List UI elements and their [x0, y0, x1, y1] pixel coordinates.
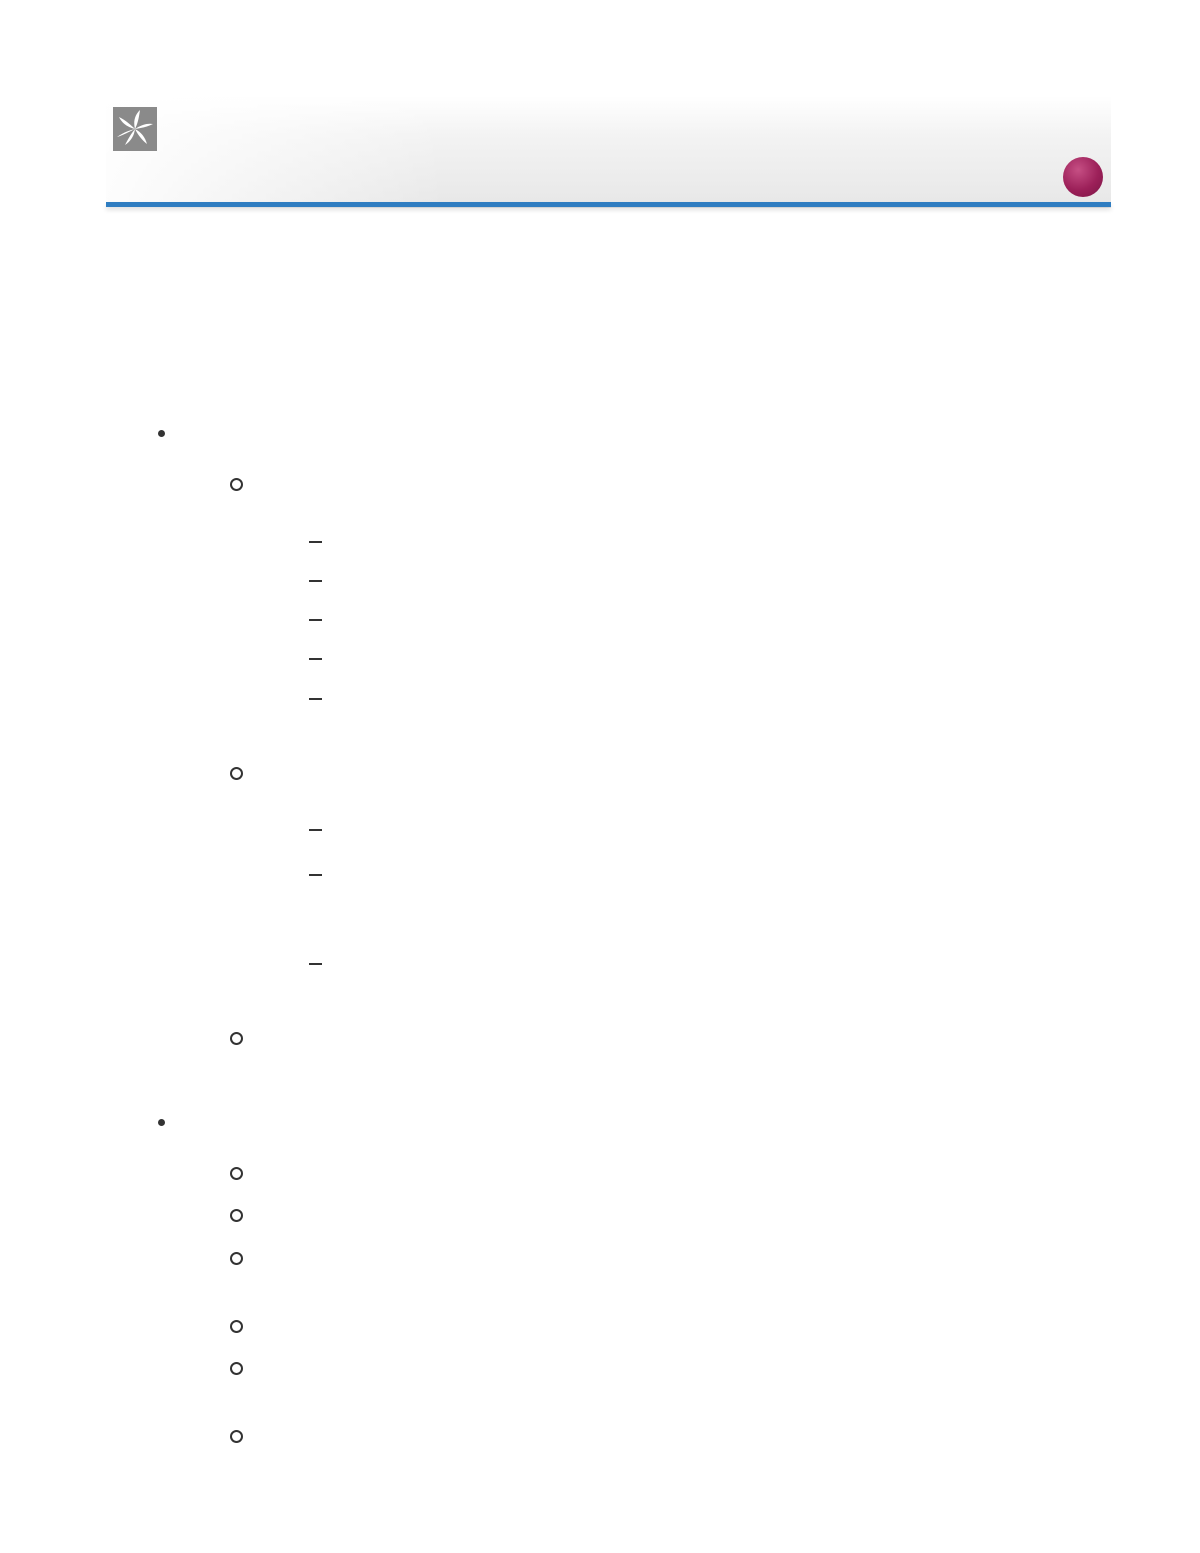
ring-bullet-icon — [230, 1209, 243, 1222]
logo-square-bottom-2 — [355, 183, 366, 194]
logo-square-top-4 — [253, 108, 264, 119]
ring-bullet-icon — [230, 478, 243, 491]
dash-bullet-icon — [309, 874, 322, 876]
bullet-icon — [158, 430, 165, 437]
bullet-icon — [158, 1119, 165, 1126]
logo-square-top-3 — [224, 108, 235, 119]
banner-highlight — [106, 96, 446, 208]
ring-bullet-icon — [230, 767, 243, 780]
dash-bullet-icon — [309, 829, 322, 831]
ring-bullet-icon — [230, 1430, 243, 1443]
logo-square-bottom-1 — [326, 183, 337, 194]
dash-bullet-icon — [309, 963, 322, 965]
dash-bullet-icon — [309, 619, 322, 621]
ring-bullet-icon — [230, 1362, 243, 1375]
logo-square-bottom-3 — [383, 183, 394, 194]
dash-bullet-icon — [309, 580, 322, 582]
dash-bullet-icon — [309, 541, 322, 543]
ring-bullet-icon — [230, 1320, 243, 1333]
logo-square-bottom-4 — [412, 183, 423, 194]
ring-bullet-icon — [230, 1252, 243, 1265]
info-icon — [1063, 157, 1103, 197]
logo-square-top-2 — [196, 108, 207, 119]
header-rule — [106, 202, 1111, 207]
ring-bullet-icon — [230, 1032, 243, 1045]
ncsbn-logo-icon — [113, 107, 157, 151]
dash-bullet-icon — [309, 658, 322, 660]
logo-square-top-1 — [168, 108, 179, 119]
dash-bullet-icon — [309, 698, 322, 700]
ring-bullet-icon — [230, 1167, 243, 1180]
